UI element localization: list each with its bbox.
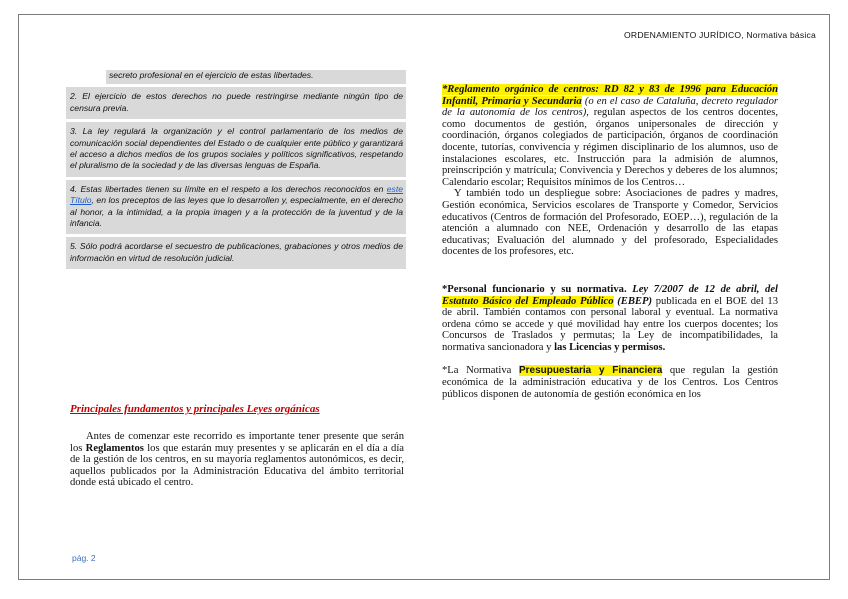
reglamento-highlight: *Reglamento orgánico de centros: RD 82 y 83 de 1996 para Educación Infantil, Primaria y Secundaria <box>442 84 778 107</box>
licencias-bold: las Licencias y permisos. <box>554 341 666 353</box>
body-text-2: los que estarán muy presentes y se aplicarán en el día a día de la gestión de los centros, en su mayoría reglamentos autonómicos, es decir, aquellos publicados por la Administración Educativa del ámbito territorial donde está ubicado el centro. <box>70 442 404 489</box>
reglamento-italic: (o en el caso de Cataluña, decreto regulador de la autonomía de los centros) <box>442 95 778 119</box>
left-body-text <box>70 431 404 489</box>
title-link[interactable]: este Título <box>70 183 403 206</box>
reglamento-paragraph <box>442 84 778 188</box>
presupuestaria-paragraph <box>442 365 778 400</box>
presupuestaria-start: *La Normativa <box>442 365 519 377</box>
spacer <box>442 258 778 284</box>
quote-intro: secreto profesional en el ejercicio de estas libertades. <box>106 70 406 84</box>
ebep-abbrev: (EBEP) <box>613 295 652 307</box>
left-column <box>66 70 406 269</box>
quote-4-text-after: , en los preceptos de las leyes que lo desarrollen y, especialmente, en el derecho al honor, a la intimidad, a la propia imagen y a la protección de la juventud y de la infancia. <box>70 195 403 229</box>
section-title: Principales fundamentos y principales Leyes orgánicas <box>70 403 320 415</box>
quote-item-3: 3. La ley regulará la organización y el control parlamentario de los medios de comunicación social dependientes del Estado o de cualquier ente público y garantizará el acceso a dichos medios de los grupos sociales y políticos significativos, respetando el pluralismo de la sociedad y de las diversas lenguas de España. <box>66 122 406 177</box>
spacer <box>442 353 778 365</box>
quote-4-text-before: 4. Estas libertades tienen su límite en el respeto a los derechos reconocidos en <box>70 183 387 194</box>
reglamento-rest: , regulan aspectos de los centros docentes, como documentos de gestión, órganos unipersonales de dirección y coordinación, órganos colegiados de participación, órganos de coordinación docente, tutorías, convivencia y régimen disciplinario de los alumnos, uso de instalaciones escolares, etc. Instrucción para la admisión de alumnos, preinscripción y matrícula; Convivencia y Derechos y deberes de los alumnos; Calendario escolar; Requisitos mínimos de los Centros… <box>442 107 779 188</box>
personal-paragraph <box>442 284 778 354</box>
page-number: pág. 2 <box>72 553 96 563</box>
personal-bold: *Personal funcionario y su normativa. <box>442 283 633 295</box>
body-bold-reglamentos: Reglamentos <box>85 442 144 454</box>
quote-item-4 <box>66 180 406 235</box>
page-header: ORDENAMIENTO JURÍDICO, Normativa básica <box>624 30 816 40</box>
despliegue-paragraph: Y también todo un despliegue sobre: Asociaciones de padres y madres, Gestión económica, Servicios escolares de Transporte y Comedor, Servicios educativos (Centros de formación del Profesorado, EOEP…), regulación de la atención a alumnado con NEE, Ordenación y desarrollo de las etapas educativas; Evaluación del alumnado y del profesorado, Especialidades docentes de los profesores, etc. <box>442 188 778 258</box>
right-column <box>442 84 778 400</box>
presupuestaria-highlight: Presupuestaria y Financiera <box>518 365 663 377</box>
intro-paragraph <box>70 431 404 489</box>
ebep-highlight: Estatuto Básico del Empleado Público <box>442 295 614 307</box>
personal-rest: publicada en el BOE del 13 de abril. También contamos con personal laboral y eventual. La normativa ordena cómo se accede y qué movilidad hay entre los cuerpos docentes; los Concursos de Traslados y permutas; la Ley de incompatibilidades, la normativa sancionadora y <box>442 295 778 353</box>
personal-law: Ley 7/2007 de 12 de abril, del <box>632 283 778 295</box>
presupuestaria-rest: que regulan la gestión económica de la administración educativa y de los Centros. Los Centros públicos disponen de autonomía de gestión económica en los <box>442 365 778 400</box>
quote-item-2: 2. El ejercicio de estos derechos no puede restringirse mediante ningún tipo de censura previa. <box>66 87 406 119</box>
quote-item-5: 5. Sólo podrá acordarse el secuestro de publicaciones, grabaciones y otros medios de información en virtud de resolución judicial. <box>66 237 406 269</box>
body-text-1: Antes de comenzar este recorrido es importante tener presente que serán los <box>70 431 404 454</box>
